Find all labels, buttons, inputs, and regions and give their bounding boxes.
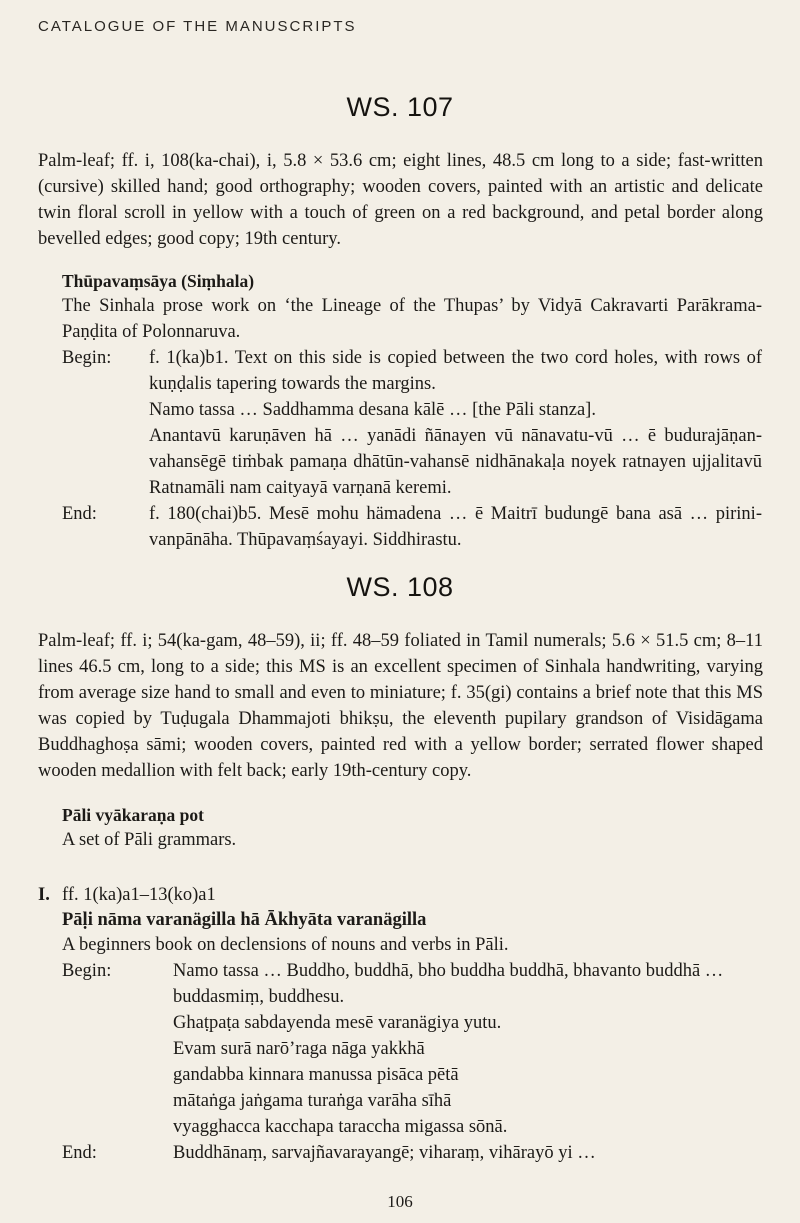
begin-line: Anantavū karuṇāven hā … yanādi ñānayen vū nānavatu-vū … ē budurajāṇan-vahansēgē tiṁbak pamaṇa dhātūn-vahansē nidhānakaḷa noyek ratnayen ujjalitavū Ratnamāli nam caityayā varṇanā keremi.	[149, 426, 762, 498]
running-head: CATALOGUE OF THE MANUSCRIPTS	[38, 18, 357, 35]
verse-line: mātaṅga jaṅgama turaṅga varāha sīhā	[173, 1091, 452, 1111]
item-folios: ff. 1(ka)a1–13(ko)a1	[62, 885, 216, 905]
begin-line: Namo tassa … Saddhamma desana kālē … [the Pāli stanza].	[149, 400, 596, 420]
item-begin-line: Namo tassa … Buddho, buddhā, bho buddha buddhā, bhavanto buddhā …	[173, 961, 724, 981]
ws107-work-description: The Sinhala prose work on ‘the Lineage of the Thupas’ by Vidyā Cakravarti Parākrama-Paṇḍita of Polonnaruva.	[62, 296, 762, 342]
verse-line: Evam surā narō’raga nāga yakkhā	[173, 1039, 425, 1059]
begin-line: f. 1(ka)b1. Text on this side is copied between the two cord holes, with rows of kuṇḍalis tapering towards the margins.	[149, 348, 762, 394]
ws107-begin-section	[62, 345, 762, 553]
item-begin-label: Begin:	[62, 961, 112, 981]
item-description: A beginners book on declensions of nouns and verbs in Pāli.	[62, 935, 509, 955]
ws108-work-title: Pāli vyākaraṇa pot	[62, 805, 204, 825]
page-number: 106	[387, 1192, 413, 1211]
item-begin-line: Ghaṭpaṭa sabdayenda mesē varanägiya yutu.	[173, 1013, 502, 1033]
ws108-work-description: A set of Pāli grammars.	[62, 830, 237, 850]
ws107-work-title: Thūpavaṃsāya (Siṃhala)	[62, 271, 255, 291]
item-numeral: I.	[38, 885, 50, 905]
end-label: End:	[62, 504, 97, 524]
verse-line: gandabba kinnara manussa pisāca pētā	[173, 1065, 459, 1085]
item-begin-line: buddasmiṃ, buddhesu.	[173, 987, 345, 1007]
begin-label: Begin:	[62, 348, 112, 368]
ws108-physical-description: Palm-leaf; ff. i; 54(ka-gam, 48–59), ii; ff. 48–59 foliated in Tamil numerals; 5.6 × 51.5 cm; 8–11 lines 46.5 cm, long to a side; this MS is an excellent specimen of Sinhala handwriting, varying from average size hand to small and even to miniature; f. 35(gi) contains a brief note that this MS was copied by Tuḍugala Dhammajoti bhikṣu, the eleventh pupilary grandson of Visidāgama Buddhaghoṣa sāmi; wooden covers, painted red with a yellow border; serrated flower shaped wooden medallion with felt back; early 19th-century copy.	[38, 631, 763, 781]
entry-title-ws107: WS. 107	[346, 92, 454, 122]
verse-line: vyagghacca kacchapa taraccha migassa sōnā.	[173, 1117, 508, 1137]
end-text: f. 180(chai)b5. Mesē mohu hämadena … ē Maitrī budungē bana asā … pirini-vanpānāha. Thūpavaṃśayayi. Siddhirastu.	[149, 504, 762, 550]
entry-title-ws108: WS. 108	[346, 572, 454, 602]
ws107-physical-description: Palm-leaf; ff. i, 108(ka-chai), i, 5.8 × 53.6 cm; eight lines, 48.5 cm long to a side; fast-written (cursive) skilled hand; good orthography; wooden covers, painted with an artistic and delicate twin floral scroll in yellow with a touch of green on a red background, and petal border along bevelled edges; good copy; 19th century.	[38, 151, 763, 249]
item-title: Pāḷi nāma varanägilla hā Ākhyāta varanägilla	[62, 910, 427, 930]
item-end-text: Buddhānaṃ, sarvajñavarayangē; viharaṃ, vihārayō yi …	[173, 1143, 596, 1163]
item-end-label: End:	[62, 1143, 97, 1163]
